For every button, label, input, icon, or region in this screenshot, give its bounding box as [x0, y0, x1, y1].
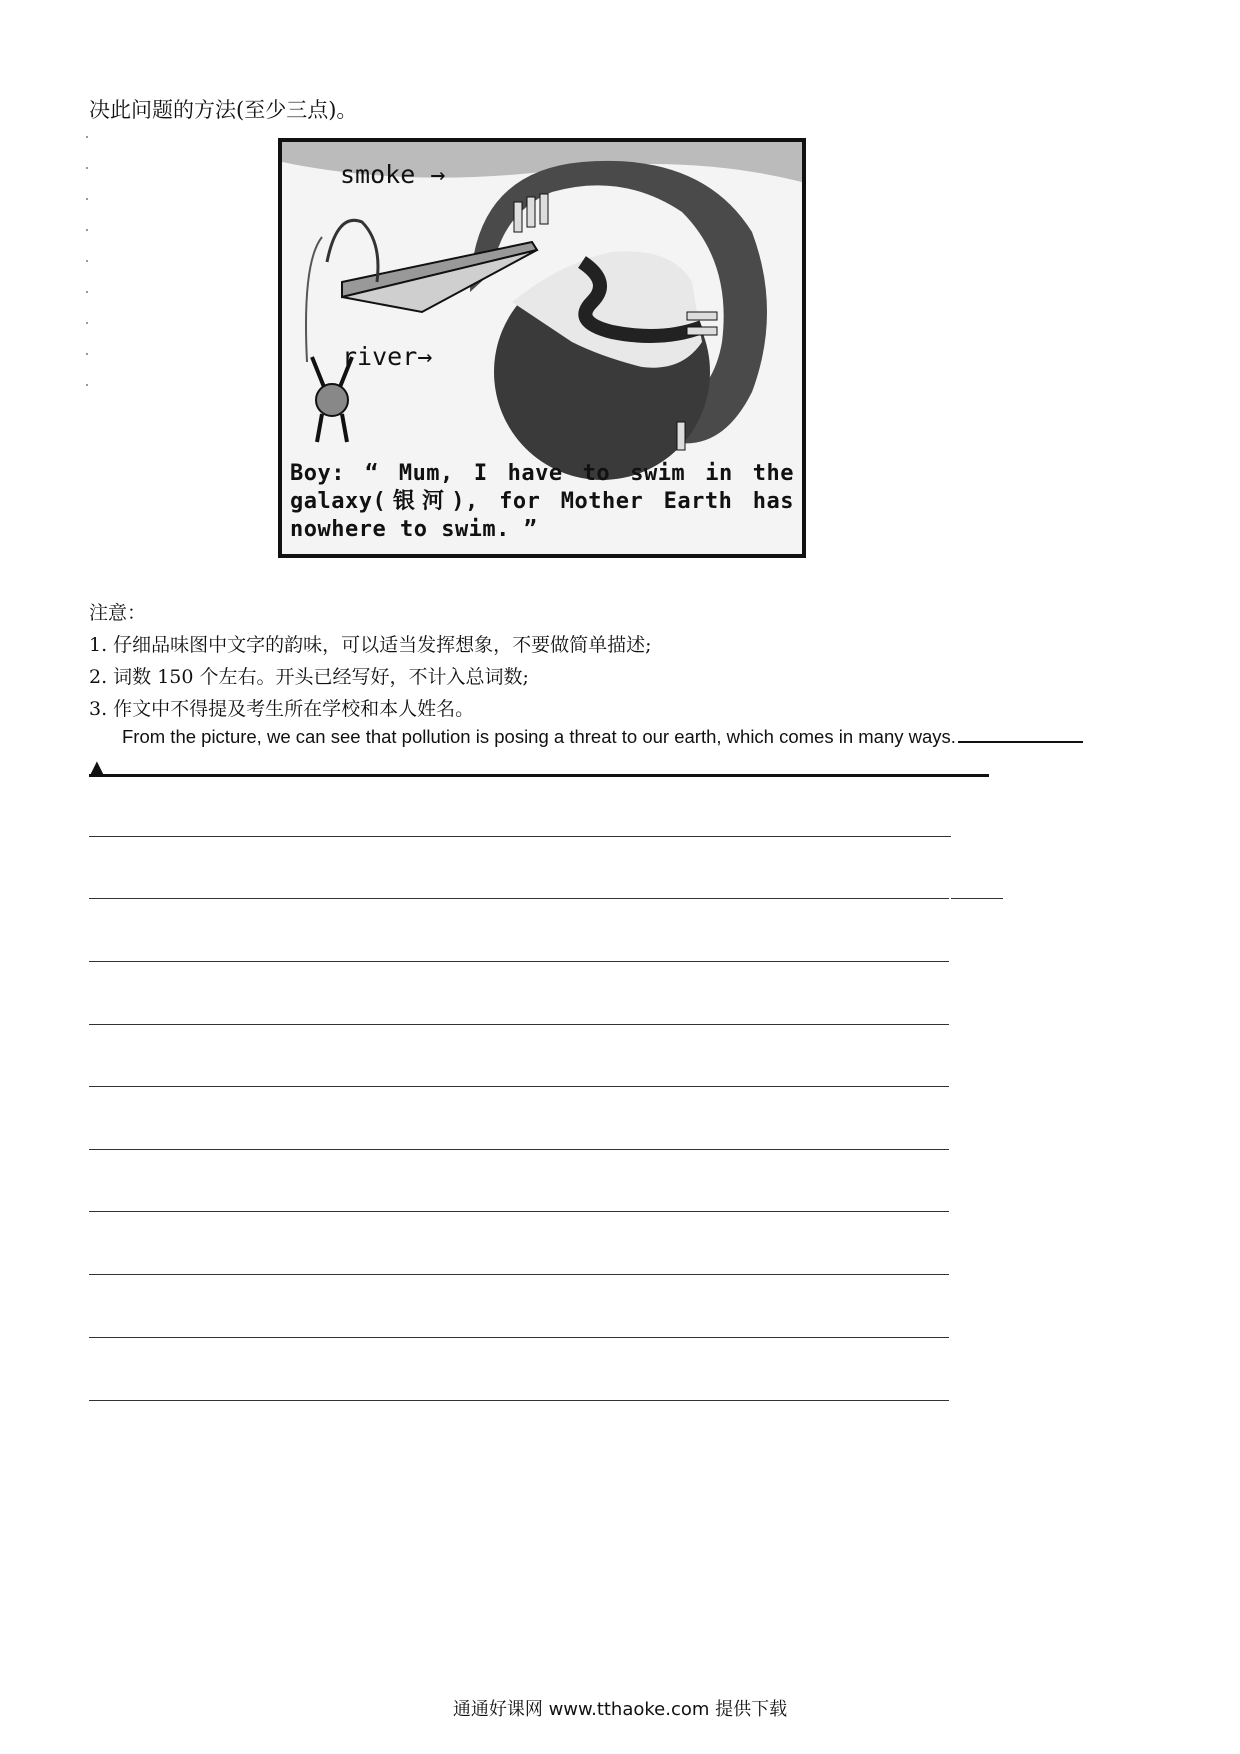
label-river: river→: [342, 342, 433, 371]
caption-line-3: nowhere to swim. ”: [290, 517, 538, 542]
note-item-2: 2. 词数 150 个左右。开头已经写好，不计入总词数;: [89, 666, 529, 688]
writing-line-4[interactable]: [89, 961, 949, 962]
label-smoke: smoke →: [340, 160, 446, 189]
answer-blank-inline[interactable]: [958, 723, 1083, 743]
starter-sentence-row: [122, 723, 1083, 748]
cartoon-caption: [290, 460, 794, 544]
writing-line-3-extension[interactable]: [951, 898, 1003, 899]
caption-line-2: galaxy(银河), for Mother Earth has: [290, 489, 794, 514]
triangle-marker: ▲: [90, 757, 104, 778]
writing-line-9[interactable]: [89, 1274, 949, 1275]
writing-line-5[interactable]: [89, 1024, 949, 1025]
notes-heading: 注意：: [89, 602, 147, 624]
writing-line-11[interactable]: [89, 1400, 949, 1401]
note-item-1: 1. 仔细品味图中文字的韵味，可以适当发挥想象，不要做简单描述;: [89, 634, 652, 656]
caption-line-1: Boy: “ Mum, I have to swim in the: [290, 461, 794, 486]
note-item-3: 3. 作文中不得提及考生所在学校和本人姓名。: [89, 698, 475, 720]
page-footer: 通通好课网 www.tthaoke.com 提供下载: [452, 1699, 788, 1720]
starter-sentence: From the picture, we can see that pollution is posing a threat to our earth, which comes in many ways.: [122, 726, 956, 747]
intro-text: 决此问题的方法(至少三点)。: [89, 98, 358, 122]
margin-dots: [86, 136, 92, 415]
writing-line-8[interactable]: [89, 1211, 949, 1212]
writing-line-7[interactable]: [89, 1149, 949, 1150]
cartoon-figure: [278, 138, 806, 558]
writing-line-3[interactable]: [89, 898, 949, 899]
notes-block: [89, 597, 652, 725]
writing-line-10[interactable]: [89, 1337, 949, 1338]
writing-line-6[interactable]: [89, 1086, 949, 1087]
writing-line-2[interactable]: [89, 836, 951, 837]
writing-line-1[interactable]: [89, 774, 989, 777]
